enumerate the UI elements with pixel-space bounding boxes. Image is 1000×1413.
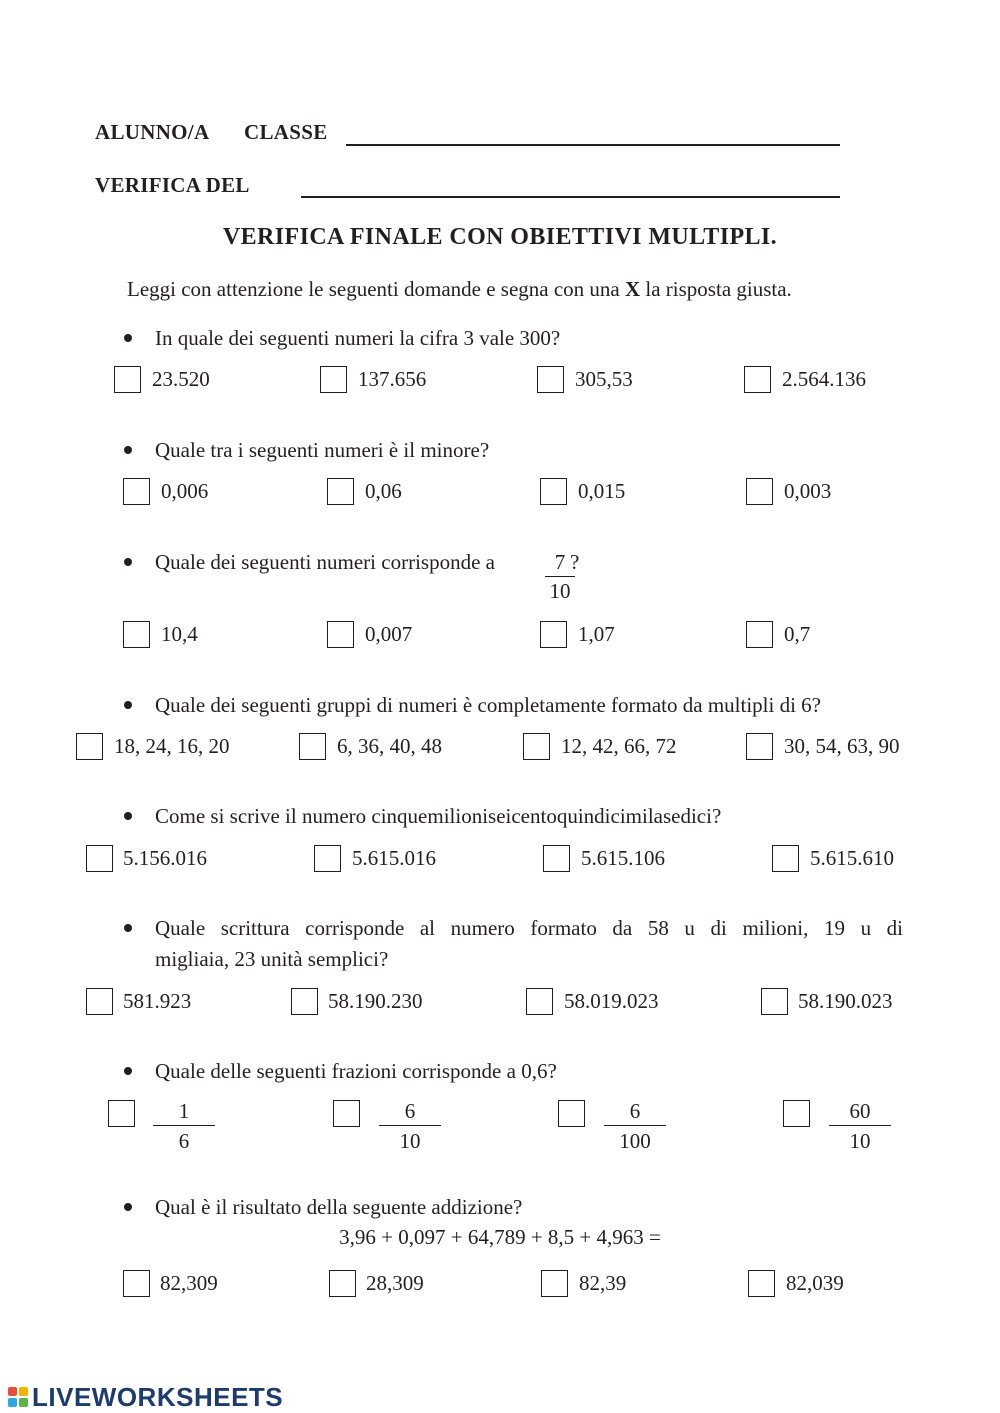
q8-option-2-checkbox[interactable] <box>329 1270 356 1297</box>
q8-option-4-label: 82,039 <box>786 1271 844 1295</box>
bullet <box>124 1203 132 1211</box>
bullet <box>124 1067 132 1075</box>
q4-option-4-checkbox[interactable] <box>746 733 773 760</box>
q5-option-2-label: 5.615.016 <box>352 846 436 870</box>
question-8-text: Qual è il risultato della seguente addizione? <box>155 1195 523 1219</box>
question-4-text: Quale dei seguenti gruppi di numeri è completamente formato da multipli di 6? <box>155 693 821 717</box>
q2-option-3-checkbox[interactable] <box>540 478 567 505</box>
q7-option-2-fraction <box>379 1097 441 1154</box>
test-date-label: VERIFICA DEL <box>95 173 250 197</box>
q3-fraction-numerator <box>529 548 591 576</box>
q3-option-1-checkbox[interactable] <box>123 621 150 648</box>
question-6-text-line-2: migliaia, 23 unità semplici? <box>155 947 389 971</box>
question-7-text: Quale delle seguenti frazioni corrisponde a 0,6? <box>155 1059 557 1083</box>
q4-option-2-checkbox[interactable] <box>299 733 326 760</box>
q7-option-2-checkbox[interactable] <box>333 1100 360 1127</box>
q3-option-4-label: 0,7 <box>784 622 811 646</box>
q7-option-3-denominator: 100 <box>619 1129 651 1153</box>
instruction-mark: X <box>624 277 641 301</box>
q5-option-1-label: 5.156.016 <box>123 846 207 870</box>
question-1-text: In quale dei seguenti numeri la cifra 3 vale 300? <box>155 326 561 350</box>
q1-option-4-checkbox[interactable] <box>744 366 771 393</box>
test-date-blank[interactable] <box>301 196 840 198</box>
q7-option-4-numerator: 60 <box>829 1097 891 1126</box>
q6-option-4-label: 58.190.023 <box>798 989 893 1013</box>
q7-option-2-denominator: 10 <box>399 1129 421 1153</box>
q6-option-2-label: 58.190.230 <box>328 989 423 1013</box>
q4-option-3-checkbox[interactable] <box>523 733 550 760</box>
q5-option-2-checkbox[interactable] <box>314 845 341 872</box>
q7-option-3-fraction <box>604 1097 666 1154</box>
instruction-text: Leggi con attenzione le seguenti domande e segna con una <box>127 277 620 301</box>
bullet <box>124 701 132 709</box>
page-title: VERIFICA FINALE CON OBIETTIVI MULTIPLI. <box>222 224 778 250</box>
q8-option-3-label: 82,39 <box>579 1271 627 1295</box>
q2-option-2-checkbox[interactable] <box>327 478 354 505</box>
q1-option-4-label: 2.564.136 <box>782 367 866 391</box>
logo-text: LIVEWORKSHEETS <box>32 1381 284 1412</box>
q2-option-1-checkbox[interactable] <box>123 478 150 505</box>
q1-option-2-label: 137.656 <box>358 367 427 391</box>
q1-option-1-checkbox[interactable] <box>114 366 141 393</box>
q6-option-3-checkbox[interactable] <box>526 988 553 1015</box>
q7-option-1-numerator: 1 <box>153 1097 215 1126</box>
q4-option-4-label: 30, 54, 63, 90 <box>784 734 900 758</box>
q7-option-1-denominator: 6 <box>178 1129 190 1153</box>
q5-option-1-checkbox[interactable] <box>86 845 113 872</box>
q3-option-2-checkbox[interactable] <box>327 621 354 648</box>
q8-option-2-label: 28,309 <box>366 1271 424 1295</box>
q3-question-mark: ? <box>570 550 580 574</box>
q8-option-4-checkbox[interactable] <box>748 1270 775 1297</box>
q1-option-2-checkbox[interactable] <box>320 366 347 393</box>
q5-option-3-checkbox[interactable] <box>543 845 570 872</box>
q7-option-3-numerator: 6 <box>604 1097 666 1126</box>
q6-option-4-checkbox[interactable] <box>761 988 788 1015</box>
q3-option-4-checkbox[interactable] <box>746 621 773 648</box>
q4-option-2-label: 6, 36, 40, 48 <box>337 734 442 758</box>
q5-option-4-checkbox[interactable] <box>772 845 799 872</box>
instructions <box>127 277 792 302</box>
q3-option-1-label: 10,4 <box>161 622 198 646</box>
question-5-text: Come si scrive il numero cinquemilioniseicentoquindicimilasedici? <box>155 804 722 828</box>
q6-option-1-checkbox[interactable] <box>86 988 113 1015</box>
q6-option-3-label: 58.019.023 <box>564 989 659 1013</box>
q3-fraction-denominator: 10 <box>549 579 571 603</box>
q8-option-3-checkbox[interactable] <box>541 1270 568 1297</box>
q3-option-3-label: 1,07 <box>578 622 615 646</box>
q1-option-3-checkbox[interactable] <box>537 366 564 393</box>
q4-option-3-label: 12, 42, 66, 72 <box>561 734 677 758</box>
q3-fraction <box>529 548 591 604</box>
q7-option-1-checkbox[interactable] <box>108 1100 135 1127</box>
q2-option-2-label: 0,06 <box>365 479 402 503</box>
q6-option-1-label: 581.923 <box>123 989 192 1013</box>
q1-option-3-label: 305,53 <box>575 367 633 391</box>
q4-option-1-checkbox[interactable] <box>76 733 103 760</box>
q5-option-3-label: 5.615.106 <box>581 846 665 870</box>
question-6-text-line-1: Quale scrittura corrisponde al numero formato da 58 u di milioni, 19 u di <box>155 916 903 940</box>
q3-option-3-checkbox[interactable] <box>540 621 567 648</box>
bullet <box>124 558 132 566</box>
instruction-text-end: la risposta giusta. <box>645 277 792 301</box>
logo-icon <box>8 1387 28 1407</box>
q5-option-4-label: 5.615.610 <box>810 846 894 870</box>
bullet <box>124 924 132 932</box>
q8-expression: 3,96 + 0,097 + 64,789 + 8,5 + 4,963 = <box>339 1225 661 1249</box>
q7-option-4-fraction <box>829 1097 891 1154</box>
bullet <box>124 812 132 820</box>
q8-option-1-label: 82,309 <box>160 1271 218 1295</box>
q4-option-1-label: 18, 24, 16, 20 <box>114 734 230 758</box>
class-label: CLASSE <box>244 120 328 144</box>
q2-option-1-label: 0,006 <box>161 479 209 503</box>
q3-fraction-numerator-value: 7 <box>545 549 575 577</box>
q7-option-1-fraction <box>153 1097 215 1154</box>
q2-option-4-checkbox[interactable] <box>746 478 773 505</box>
q6-option-2-checkbox[interactable] <box>291 988 318 1015</box>
q7-option-2-numerator: 6 <box>379 1097 441 1126</box>
student-label: ALUNNO/A <box>95 120 210 144</box>
bullet <box>124 446 132 454</box>
q7-option-4-denominator: 10 <box>849 1129 871 1153</box>
q7-option-3-checkbox[interactable] <box>558 1100 585 1127</box>
q2-option-4-label: 0,003 <box>784 479 832 503</box>
question-3-text: Quale dei seguenti numeri corrisponde a <box>155 550 495 574</box>
q7-option-4-checkbox[interactable] <box>783 1100 810 1127</box>
liveworksheets-logo[interactable] <box>8 1381 283 1413</box>
q2-option-3-label: 0,015 <box>578 479 626 503</box>
question-2-text: Quale tra i seguenti numeri è il minore? <box>155 438 490 462</box>
q3-option-2-label: 0,007 <box>365 622 413 646</box>
q8-option-1-checkbox[interactable] <box>123 1270 150 1297</box>
q1-option-1-label: 23.520 <box>152 367 210 391</box>
student-class-blank[interactable] <box>346 144 840 146</box>
bullet <box>124 334 132 342</box>
